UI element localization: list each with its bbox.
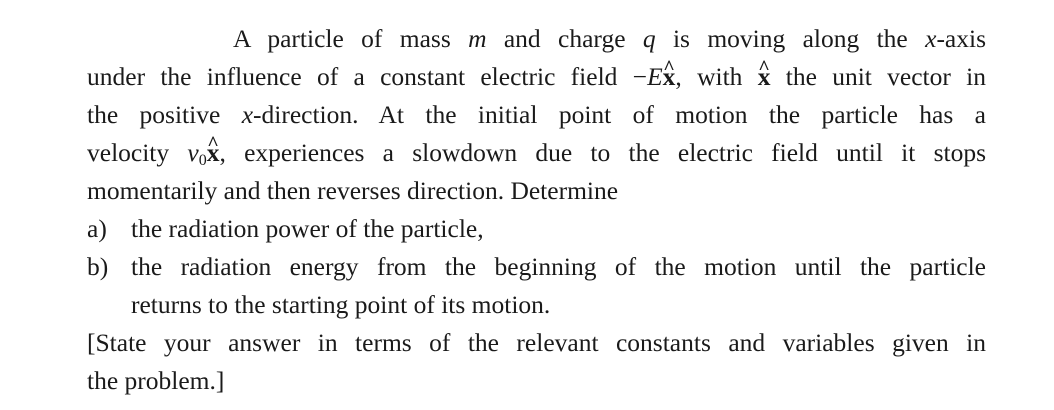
intro-line-5 — [87, 176, 618, 206]
item-b-text-line-2: returns to the starting point of its motion. — [131, 290, 551, 319]
intro-line-1-text: A particle of mass m and charge q is moving along the x-axis — [233, 24, 987, 53]
item-a-text: the radiation power of the particle, — [131, 214, 484, 243]
footer-line-2: the problem.] — [87, 366, 225, 395]
intro-line-3-text: the positive x-direction. At the initial point of motion the particle has a — [87, 100, 986, 129]
intro-line-2 — [87, 62, 986, 92]
intro-line-5-text: momentarily and then reverses direction. Determine — [87, 176, 619, 205]
item-b-text-line-1: the radiation energy from the beginning of the motion until the particle — [131, 252, 986, 281]
intro-line-2-text: under the influence of a constant electric field −E^ x, with ^ x the unit vector in — [87, 62, 986, 91]
intro-line-3 — [87, 100, 986, 130]
intro-line-4-text: velocity $v_0\^{}$ x, experiences a slowdown due to the electric field until it stops — [87, 138, 986, 167]
item-b-label: b) — [87, 252, 109, 281]
intro-line-1 — [233, 24, 986, 54]
footer-line-1: [State your answer in terms of the relevant constants and variables given in — [87, 328, 986, 357]
intro-line-4 — [87, 138, 986, 168]
item-a-label: a) — [87, 214, 107, 243]
